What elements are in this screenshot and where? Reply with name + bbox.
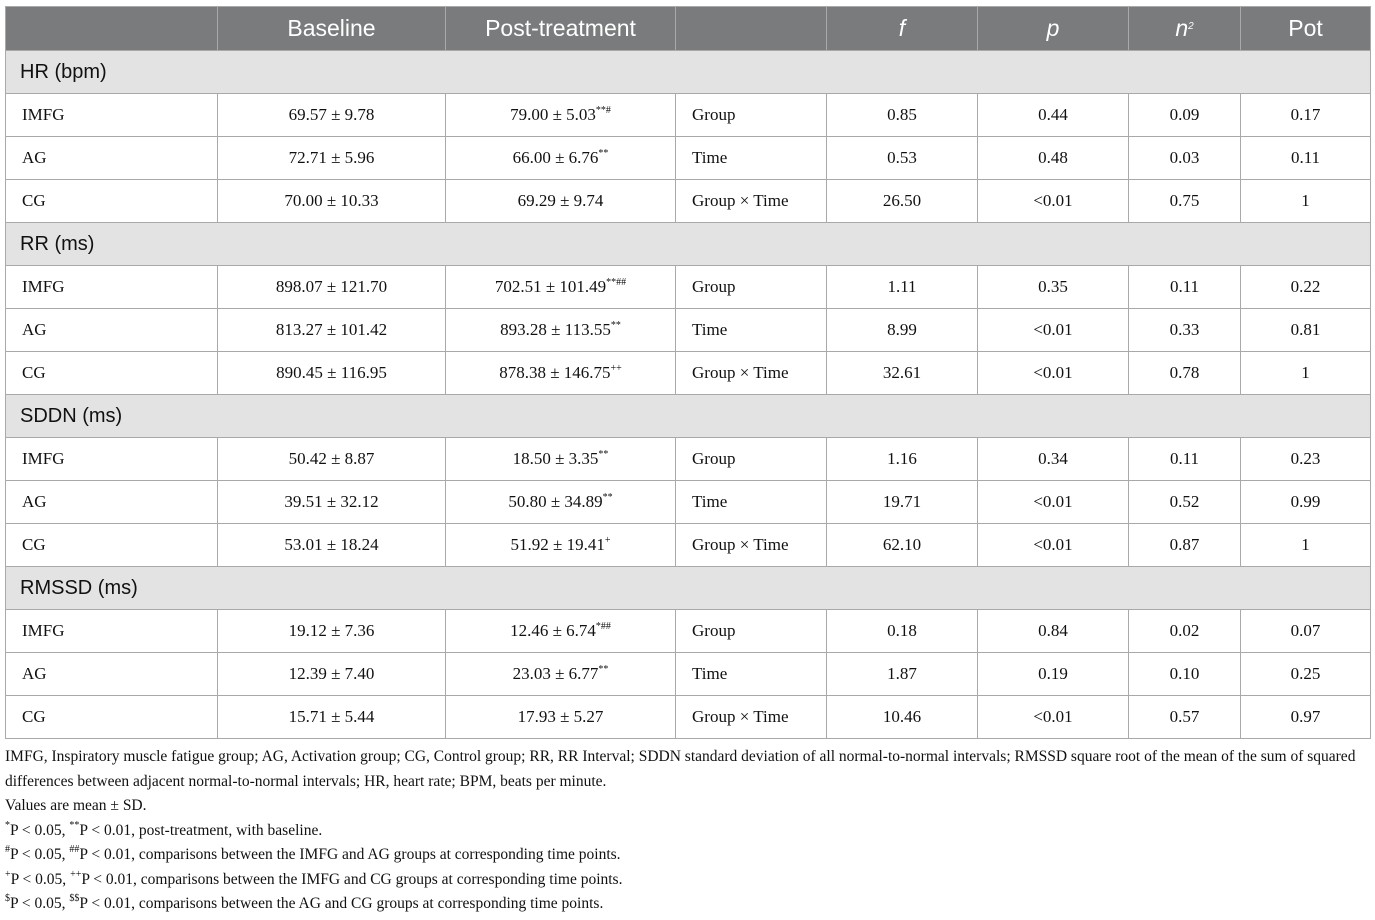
effect-cell: Time: [676, 653, 827, 696]
header-f: f: [827, 7, 978, 51]
effect-cell: Group × Time: [676, 352, 827, 395]
f-cell: 1.11: [827, 266, 978, 309]
footnote-text: P < 0.05,: [10, 870, 71, 888]
baseline-cell: 69.57 ± 9.78: [218, 94, 446, 137]
post-value: 66.00 ± 6.76: [512, 148, 599, 167]
power-cell: 0.23: [1241, 438, 1371, 481]
f-cell: 1.87: [827, 653, 978, 696]
table-row: [6, 94, 1371, 137]
significance-marker: +: [604, 535, 611, 546]
section-header-row: [6, 567, 1371, 610]
f-cell: 0.85: [827, 94, 978, 137]
header-p: p: [978, 7, 1129, 51]
post-value: 23.03 ± 6.77: [512, 664, 599, 683]
eta-squared-cell: 0.33: [1129, 309, 1241, 352]
effect-cell: Time: [676, 309, 827, 352]
power-cell: 0.97: [1241, 696, 1371, 739]
footnote-text: P < 0.01, comparisons between the AG and CG groups at corresponding time points.: [79, 895, 604, 912]
significance-marker: **: [598, 148, 609, 159]
power-cell: 1: [1241, 524, 1371, 567]
f-cell: 19.71: [827, 481, 978, 524]
post-treatment-cell: [446, 137, 676, 180]
power-cell: 0.17: [1241, 94, 1371, 137]
footnote-sup: +: [5, 868, 11, 880]
baseline-cell: 39.51 ± 32.12: [218, 481, 446, 524]
effect-cell: Group × Time: [676, 180, 827, 223]
post-treatment-cell: [446, 438, 676, 481]
footnote-dollar: [5, 892, 1370, 917]
section-header-row: [6, 51, 1371, 94]
baseline-cell: 898.07 ± 121.70: [218, 266, 446, 309]
eta-squared-cell: 0.75: [1129, 180, 1241, 223]
post-treatment-cell: [446, 309, 676, 352]
post-treatment-cell: [446, 266, 676, 309]
footnote-text: P < 0.05,: [10, 821, 70, 839]
table-footnotes: [5, 745, 1370, 917]
post-treatment-cell: [446, 352, 676, 395]
significance-marker: **: [610, 320, 621, 331]
f-cell: 1.16: [827, 438, 978, 481]
baseline-cell: 813.27 ± 101.42: [218, 309, 446, 352]
header-n2-sup: 2: [1188, 21, 1194, 32]
p-cell: <0.01: [978, 180, 1129, 223]
header-eta-squared: [1129, 7, 1241, 51]
section-title: SDDN (ms): [6, 395, 1371, 438]
group-cell: CG: [6, 696, 218, 739]
f-cell: 10.46: [827, 696, 978, 739]
effect-cell: Group × Time: [676, 524, 827, 567]
eta-squared-cell: 0.10: [1129, 653, 1241, 696]
footnote-sup: **: [69, 819, 80, 831]
p-cell: <0.01: [978, 352, 1129, 395]
footnote-sup: *: [5, 819, 10, 831]
header-baseline: Baseline: [218, 7, 446, 51]
effect-cell: Group: [676, 94, 827, 137]
table-row: [6, 137, 1371, 180]
footnote-hash: [5, 843, 1370, 868]
f-cell: 0.18: [827, 610, 978, 653]
footnote-text: P < 0.01, comparisons between the IMFG and CG groups at corresponding time points.: [81, 870, 623, 888]
post-value: 12.46 ± 6.74: [510, 621, 596, 640]
significance-marker: **##: [606, 277, 627, 288]
post-value: 51.92 ± 19.41: [510, 535, 605, 554]
baseline-cell: 12.39 ± 7.40: [218, 653, 446, 696]
header-blank: [6, 7, 218, 51]
power-cell: 0.11: [1241, 137, 1371, 180]
eta-squared-cell: 0.02: [1129, 610, 1241, 653]
footnote-star: [5, 819, 1370, 844]
baseline-cell: 70.00 ± 10.33: [218, 180, 446, 223]
group-cell: IMFG: [6, 266, 218, 309]
group-cell: IMFG: [6, 94, 218, 137]
power-cell: 1: [1241, 180, 1371, 223]
table-row: [6, 696, 1371, 739]
eta-squared-cell: 0.11: [1129, 266, 1241, 309]
power-cell: 0.99: [1241, 481, 1371, 524]
significance-marker: **#: [595, 105, 611, 116]
p-cell: <0.01: [978, 481, 1129, 524]
power-cell: 0.25: [1241, 653, 1371, 696]
baseline-cell: 19.12 ± 7.36: [218, 610, 446, 653]
power-cell: 0.81: [1241, 309, 1371, 352]
footnote-sup: $: [5, 893, 10, 904]
footnote-text: P < 0.01, post-treatment, with baseline.: [79, 821, 323, 839]
post-value: 79.00 ± 5.03: [510, 105, 596, 124]
section-title: RR (ms): [6, 223, 1371, 266]
eta-squared-cell: 0.87: [1129, 524, 1241, 567]
p-cell: 0.34: [978, 438, 1129, 481]
table-row: [6, 438, 1371, 481]
baseline-cell: 890.45 ± 116.95: [218, 352, 446, 395]
footnote-abbreviations: IMFG, Inspiratory muscle fatigue group; AG, Activation group; CG, Control group; RR, RR Interval; SDDN standard deviation of all normal-to-normal intervals; RMSSD square root of the mean of the sum of squared differences between adjacent normal-to-normal intervals; HR, heart rate; BPM, beats per minute.: [5, 748, 1356, 790]
post-value: 878.38 ± 146.75: [499, 363, 611, 382]
footnote-plus: [5, 868, 1370, 893]
footnote-values: Values are mean ± SD.: [5, 797, 147, 814]
table-row: [6, 610, 1371, 653]
table-row: [6, 524, 1371, 567]
significance-marker: **: [598, 664, 609, 675]
baseline-cell: 72.71 ± 5.96: [218, 137, 446, 180]
post-treatment-cell: [446, 481, 676, 524]
footnote-sup: ##: [69, 844, 80, 855]
header-power: Pot: [1241, 7, 1371, 51]
eta-squared-cell: 0.52: [1129, 481, 1241, 524]
footnote-sup: #: [5, 844, 10, 855]
header-n2-base: n: [1175, 15, 1189, 41]
table-row: [6, 481, 1371, 524]
effect-cell: Time: [676, 137, 827, 180]
eta-squared-cell: 0.03: [1129, 137, 1241, 180]
group-cell: CG: [6, 180, 218, 223]
section-title: HR (bpm): [6, 51, 1371, 94]
post-value: 18.50 ± 3.35: [512, 449, 599, 468]
power-cell: 0.07: [1241, 610, 1371, 653]
footnote-sup: ++: [70, 868, 82, 880]
eta-squared-cell: 0.78: [1129, 352, 1241, 395]
significance-marker: ++: [610, 363, 622, 374]
f-cell: 8.99: [827, 309, 978, 352]
baseline-cell: 53.01 ± 18.24: [218, 524, 446, 567]
footnote-text: P < 0.05,: [10, 846, 70, 863]
p-cell: 0.84: [978, 610, 1129, 653]
effect-cell: Time: [676, 481, 827, 524]
group-cell: AG: [6, 481, 218, 524]
baseline-cell: 15.71 ± 5.44: [218, 696, 446, 739]
table-row: [6, 266, 1371, 309]
post-value: 50.80 ± 34.89: [508, 492, 603, 511]
group-cell: CG: [6, 524, 218, 567]
post-treatment-cell: [446, 696, 676, 739]
section-header-row: [6, 395, 1371, 438]
header-post-treatment: Post-treatment: [446, 7, 676, 51]
post-treatment-cell: [446, 653, 676, 696]
table-container: [5, 6, 1370, 917]
eta-squared-cell: 0.57: [1129, 696, 1241, 739]
significance-marker: **: [602, 492, 613, 503]
eta-squared-cell: 0.09: [1129, 94, 1241, 137]
significance-marker: *##: [595, 621, 611, 632]
significance-marker: **: [598, 449, 609, 460]
effect-cell: Group × Time: [676, 696, 827, 739]
header-row: [6, 7, 1371, 51]
p-cell: <0.01: [978, 696, 1129, 739]
table-body: [6, 51, 1371, 739]
f-cell: 26.50: [827, 180, 978, 223]
post-value: 702.51 ± 101.49: [494, 277, 607, 296]
results-table: [5, 6, 1371, 739]
power-cell: 1: [1241, 352, 1371, 395]
baseline-cell: 50.42 ± 8.87: [218, 438, 446, 481]
p-cell: 0.35: [978, 266, 1129, 309]
table-row: [6, 180, 1371, 223]
post-value: 69.29 ± 9.74: [517, 191, 604, 210]
section-title: RMSSD (ms): [6, 567, 1371, 610]
effect-cell: Group: [676, 438, 827, 481]
post-treatment-cell: [446, 180, 676, 223]
f-cell: 0.53: [827, 137, 978, 180]
footnote-text: P < 0.05,: [10, 895, 70, 912]
footnote-text: P < 0.01, comparisons between the IMFG and AG groups at corresponding time points.: [79, 846, 621, 863]
table-row: [6, 653, 1371, 696]
effect-cell: Group: [676, 266, 827, 309]
group-cell: CG: [6, 352, 218, 395]
table-row: [6, 309, 1371, 352]
group-cell: AG: [6, 653, 218, 696]
footnote-sup: $$: [69, 893, 80, 904]
table-row: [6, 352, 1371, 395]
header-effect: [676, 7, 827, 51]
section-header-row: [6, 223, 1371, 266]
p-cell: 0.48: [978, 137, 1129, 180]
post-value: 893.28 ± 113.55: [500, 320, 611, 339]
group-cell: IMFG: [6, 438, 218, 481]
p-cell: 0.44: [978, 94, 1129, 137]
group-cell: IMFG: [6, 610, 218, 653]
f-cell: 62.10: [827, 524, 978, 567]
f-cell: 32.61: [827, 352, 978, 395]
group-cell: AG: [6, 309, 218, 352]
post-value: 17.93 ± 5.27: [517, 707, 604, 726]
post-treatment-cell: [446, 610, 676, 653]
post-treatment-cell: [446, 94, 676, 137]
group-cell: AG: [6, 137, 218, 180]
p-cell: 0.19: [978, 653, 1129, 696]
eta-squared-cell: 0.11: [1129, 438, 1241, 481]
power-cell: 0.22: [1241, 266, 1371, 309]
post-treatment-cell: [446, 524, 676, 567]
p-cell: <0.01: [978, 524, 1129, 567]
effect-cell: Group: [676, 610, 827, 653]
p-cell: <0.01: [978, 309, 1129, 352]
